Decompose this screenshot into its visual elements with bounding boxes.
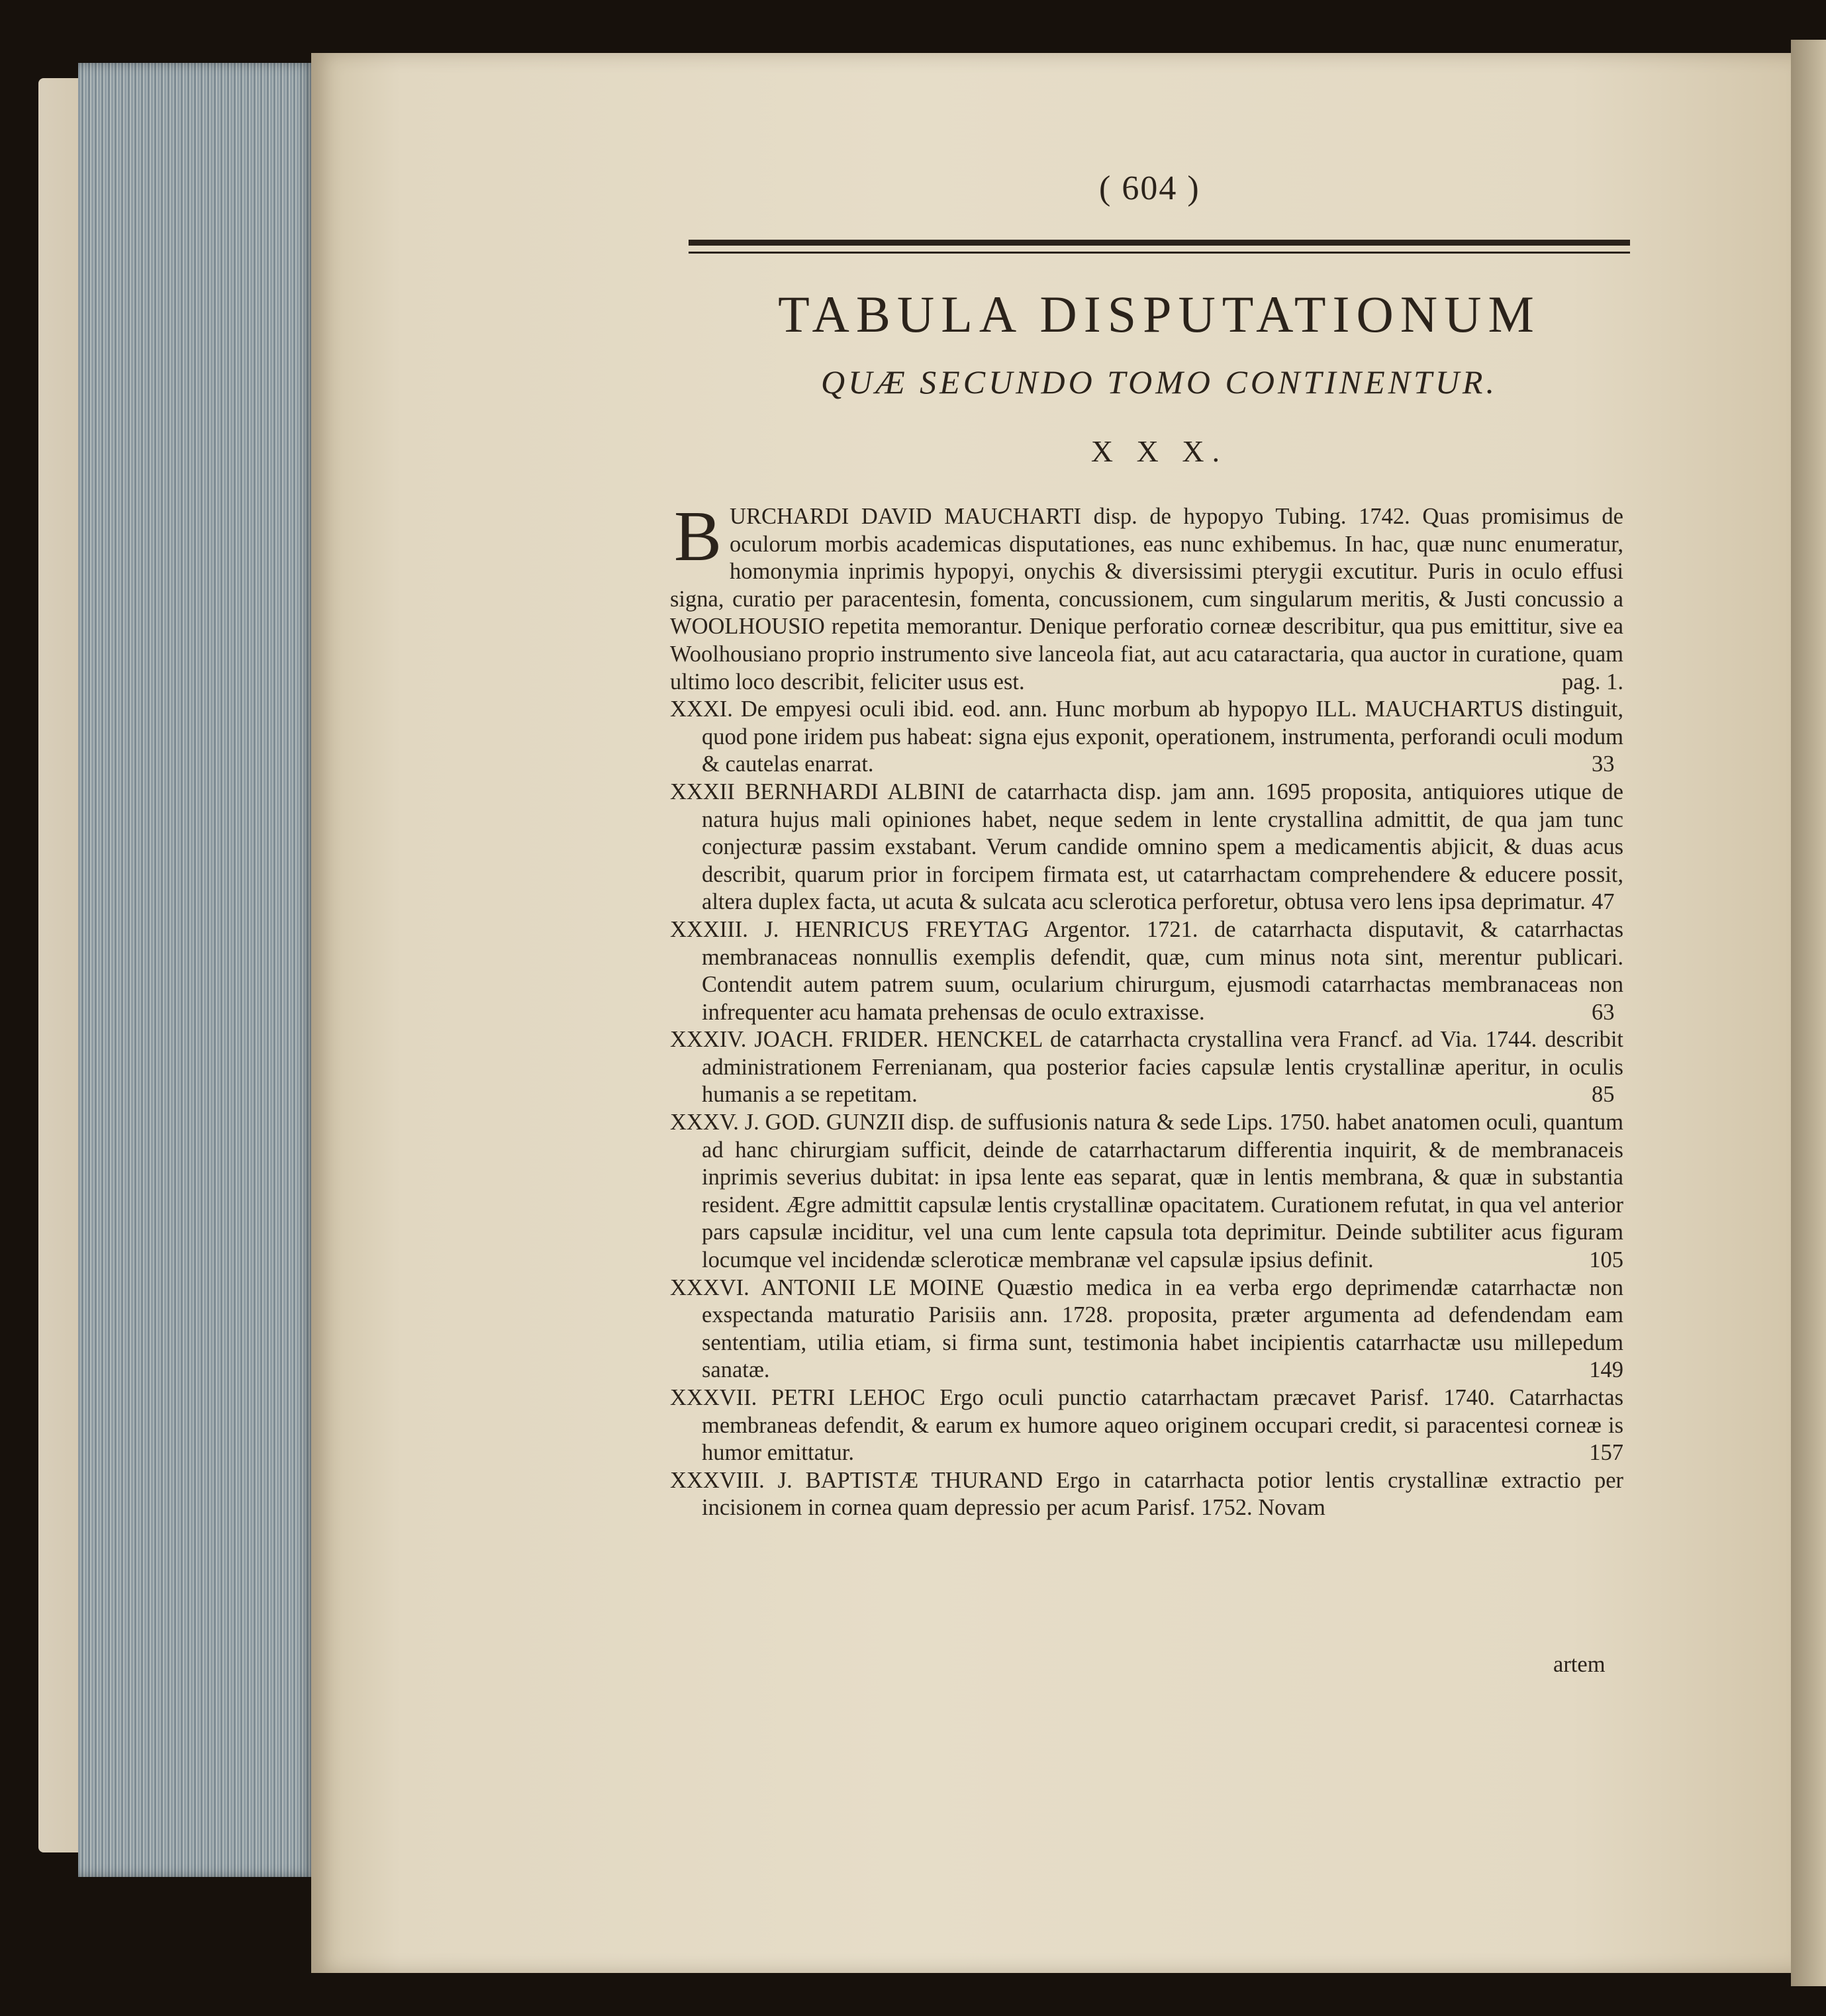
entry: XXXII BERNHARDI ALBINI de catarrhacta disp. jam ann. 1695 proposita, antiquiores utique de natura hujus mali opiniones habet, neque sedem in lente crystallina admittit, de qua jam tunc conjecturæ passim exstabant. Verum candide omnino spem a medicamentis abjicit, & duas acus describit, quarum prior in forcipem firmata est, ut catarrhactam comprehendere & educere possit, altera duplex facta, ut acuta & sulcata acu sclerotica perforetur, obtusa vero lens ipsa deprimatur. 47 [670,779,1623,915]
header-rule-thin [689,252,1630,254]
entry-text: J. HENRICUS FREYTAG Argentor. 1721. de catarrhacta disputavit, & catarrhactas membranaceas nonnullis exemplis defendit, quæ, cum minus nota sint, merentur publicari. Contendit autem patrem suum, ocularium chirurgum, ejusmodi catarrhactas membranaceas non infrequenter acu hamata prehensas de oculo extraxisse. [702,916,1623,1025]
entry-text: PETRI LEHOC Ergo oculi punctio catarrhactam præcavet Parisf. 1740. Catarrhactas membraneas defendit, & earum ex humore aqueo originem occupari credit, si paracentesi corneæ is humor emittatur. [702,1385,1623,1466]
entry: XXXIV. JOACH. FRIDER. HENCKEL de catarrhacta crystallina vera Francf. ad Via. 1744. describit administrationem Ferrenianam, qua posterior facies capsulæ lentis crystallinæ aperitur, in oculis humanis a se repetitam. 85 [670,1027,1623,1108]
page-subtitle: QUÆ SECUNDO TOMO CONTINENTUR. [821,363,1498,401]
entry-number: XXXVIII. [670,1467,765,1493]
entry-text: J. GOD. GUNZII disp. de suffusionis natura & sede Lips. 1750. habet anatomen oculi, quantum ad hanc chirurgiam sufficit, deinde de catarrhactarum differentia inquirit, & de membranaceis inprimis severius dubitat: in ipsa lente eas separat, quæ in lentis membrana, & quæ in substantia resident. Ægre admittit capsulæ lentis crystallinæ opacitatem. Curationem refutat, in qua vel anterior pars capsulæ inciditur, vel una cum lente capsula tota deprimitur. Deinde subtiliter acus figuram locumque vel incidendæ scleroticæ membranæ vel capsulæ ipsius definit. [702,1110,1623,1273]
entry-text: URCHARDI DAVID MAUCHARTI disp. de hypopyo Tubing. 1742. Quas promisimus de oculorum morbis academicas disputationes, eas nunc exhibemus. In hac, quæ nunc enumeratur, homonymia inprimis hypopyi, onychis & diversissimi pterygii excutitur. Puris in oculo effusi signa, curatio per paracentesin, fomenta, concussionem, cum singularum meritis, & Justi concussio a WOOLHOUSIO repetita memorantur. Denique perforatio corneæ describitur, qua pus emittitur, sive ea Woolhousiano proprio instrumento sive lanceola fiat, aut acu cataractaria, qua auctor in curatione, quam ultimo loco describit, feliciter usus est. [670,504,1623,695]
page-edges [78,63,316,1877]
entry-page: pag. 1. [1562,669,1623,695]
entry-page: 105 [1589,1247,1623,1273]
entry-text: ANTONII LE MOINE Quæstio medica in ea verba ergo deprimendæ catarrhactæ non exspectanda maturatio Parisiis ann. 1728. proposita, præter argumenta ad defendendam eam sententiam, utilia etiam, si firma sunt, testimonia habet incipientis catarrhactæ usu millepedum sanatæ. [702,1274,1623,1383]
page-title: TABULA DISPUTATIONUM [778,285,1541,343]
entry: XXXIII. J. HENRICUS FREYTAG Argentor. 1721. de catarrhacta disputavit, & catarrhactas membranaceas nonnullis exemplis defendit, quæ, cum minus nota sint, merentur publicari. Contendit autem patrem suum, ocularium chirurgum, ejusmodi catarrhactas membranaceas non infrequenter acu hamata prehensas de oculo extraxisse. 63 [670,916,1623,1025]
entry [670,1467,1623,1522]
entry-number: XXXI. [670,696,733,722]
entry-number: XXXII [670,779,735,804]
entry-number: XXXVI. [670,1274,749,1300]
entry-text: J. BAPTISTÆ THURAND Ergo in catarrhacta potior lentis crystallinæ extractio per incisionem in cornea quam depressio per acum Parisf. 1752. Novam [702,1467,1624,1521]
section-number: X X X. [1090,434,1228,468]
entry-list [670,497,1624,1522]
entry [670,1384,1623,1467]
entry: XXXI. De empyesi oculi ibid. eod. ann. Hunc morbum ab hypopyo ILL. MAUCHARTUS distinguit, quod pone iridem pus habeat: signa ejus exponit, operationem, instrumenta, perforandi oculi modum & cautelas enarrat. 33 [670,696,1623,777]
page-number: ( 604 ) [1099,169,1200,207]
entry-text: De empyesi oculi ibid. eod. ann. Hunc morbum ab hypopyo ILL. MAUCHARTUS distinguit, quod pone iridem pus habeat: signa ejus exponit, operationem, instrumenta, perforandi oculi modum & cautelas enarrat. [702,696,1623,777]
entry-page: 149 [1589,1357,1623,1383]
entry-container [670,696,1623,1522]
entry-number: XXXIII. [670,916,748,942]
entry-number: XXXIV. [670,1027,747,1053]
facing-page-edge [1791,40,1826,1986]
entry-number: XXXV. [670,1110,739,1135]
entry [670,1274,1623,1384]
header-rule-thick [689,240,1630,246]
entry [670,1109,1623,1274]
entry-text: JOACH. FRIDER. HENCKEL de catarrhacta crystallina vera Francf. ad Via. 1744. describit administrationem Ferrenianam, qua posterior facies capsulæ lentis crystallinæ aperitur, in oculis humanis a se repetitam. [702,1027,1623,1108]
entry-page: 157 [1589,1440,1623,1466]
catchword: artem [1553,1652,1606,1677]
entry-xxx [670,497,1623,696]
entry-text: BERNHARDI ALBINI de catarrhacta disp. jam ann. 1695 proposita, antiquiores utique de natura hujus mali opiniones habet, neque sedem in lente crystallina admittit, de qua jam tunc conjecturæ passim exstabant. Verum candide omnino spem a medicamentis abjicit, & duas acus describit, quarum prior in forcipem firmata est, ut catarrhactam comprehendere & educere possit, altera duplex facta, ut acuta & sulcata acu sclerotica perforetur, obtusa vero lens ipsa deprimatur. [702,779,1623,915]
entry-number: XXXVII. [670,1385,757,1410]
drop-capital: B [674,497,722,576]
